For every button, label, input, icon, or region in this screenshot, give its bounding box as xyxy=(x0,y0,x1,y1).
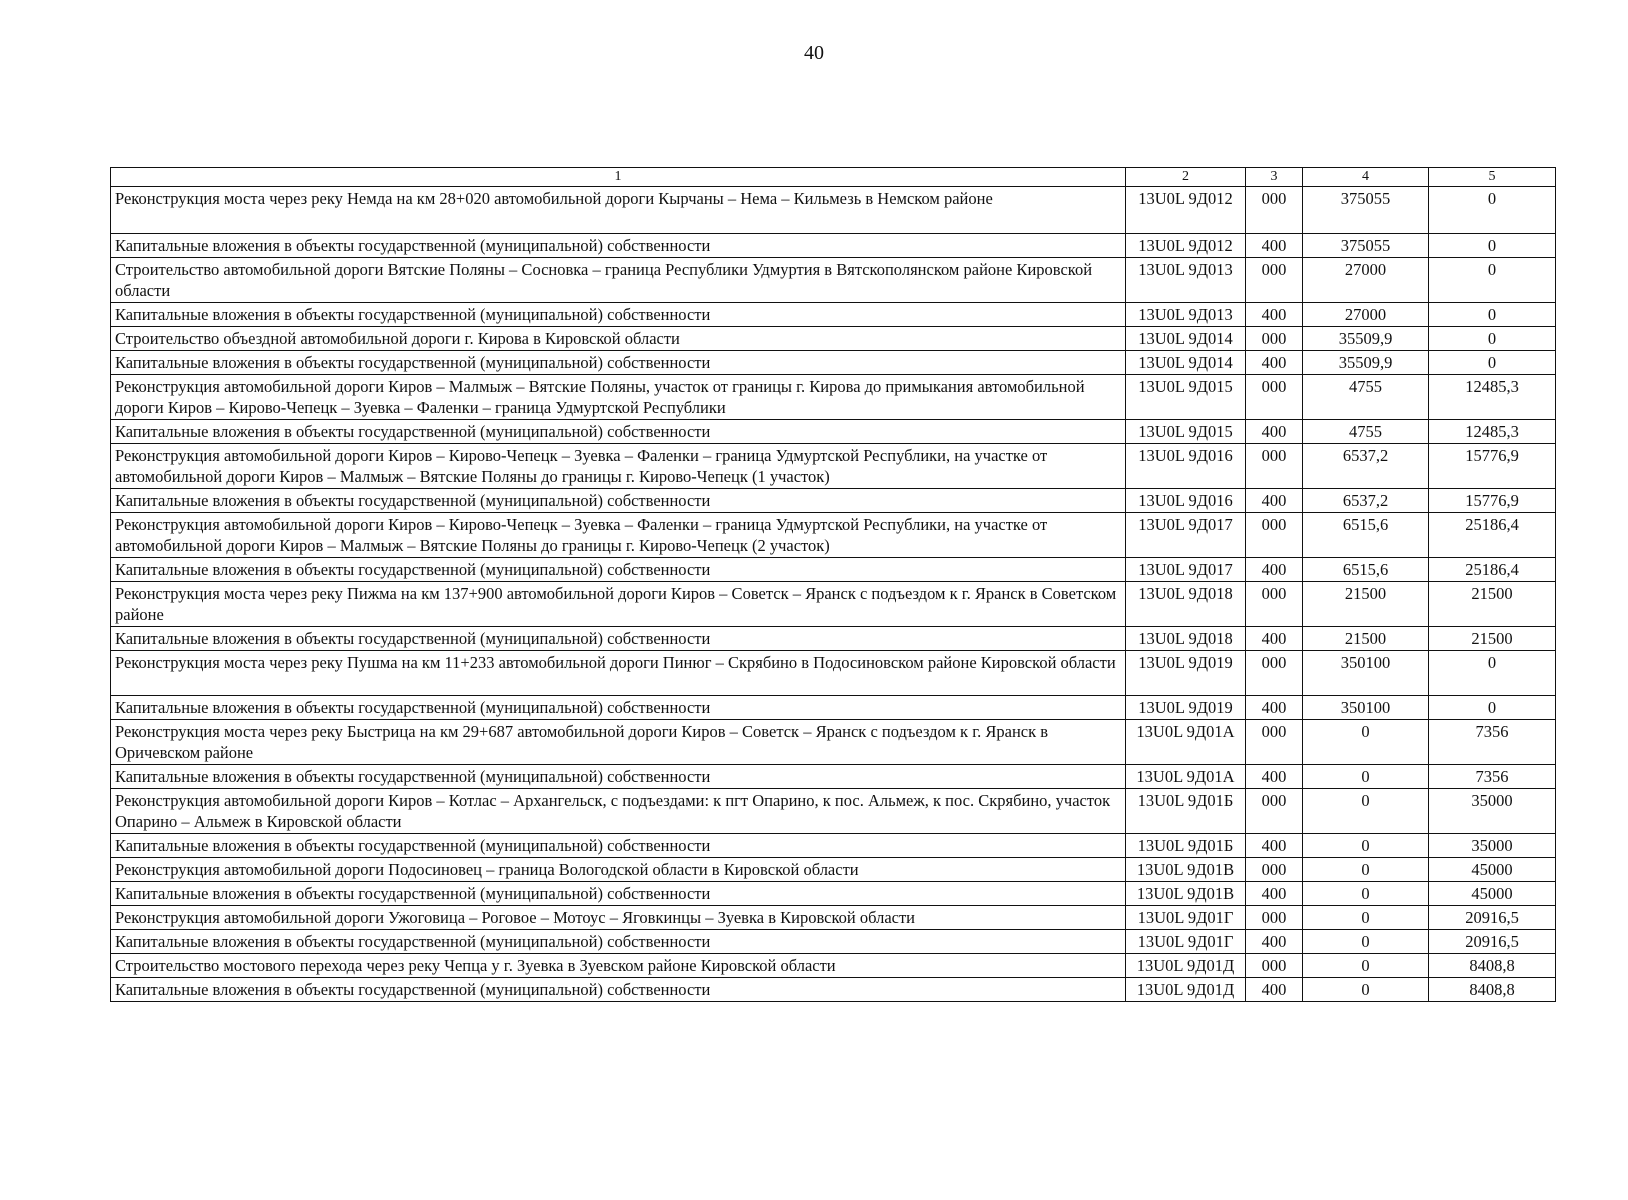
expense-type: 000 xyxy=(1246,858,1303,882)
amount-year-1: 350100 xyxy=(1303,696,1429,720)
item-code: 13U0L 9Д015 xyxy=(1126,420,1246,444)
expense-type: 400 xyxy=(1246,978,1303,1002)
budget-table xyxy=(110,167,1556,1002)
amount-year-1: 0 xyxy=(1303,765,1429,789)
item-name: Капитальные вложения в объекты государственной (муниципальной) собственности xyxy=(111,882,1126,906)
table-row xyxy=(111,696,1556,720)
table-row xyxy=(111,327,1556,351)
item-code: 13U0L 9Д01А xyxy=(1126,720,1246,765)
expense-type: 000 xyxy=(1246,789,1303,834)
expense-type: 400 xyxy=(1246,234,1303,258)
table-row xyxy=(111,954,1556,978)
item-code: 13U0L 9Д017 xyxy=(1126,513,1246,558)
expense-type: 000 xyxy=(1246,720,1303,765)
amount-year-2: 7356 xyxy=(1429,765,1556,789)
amount-year-1: 4755 xyxy=(1303,420,1429,444)
expense-type: 000 xyxy=(1246,258,1303,303)
amount-year-2: 0 xyxy=(1429,303,1556,327)
item-name: Строительство объездной автомобильной дороги г. Кирова в Кировской области xyxy=(111,327,1126,351)
item-code: 13U0L 9Д014 xyxy=(1126,351,1246,375)
item-name: Капитальные вложения в объекты государственной (муниципальной) собственности xyxy=(111,420,1126,444)
table-row xyxy=(111,651,1556,696)
amount-year-2: 25186,4 xyxy=(1429,513,1556,558)
expense-type: 000 xyxy=(1246,954,1303,978)
amount-year-1: 375055 xyxy=(1303,187,1429,234)
amount-year-1: 0 xyxy=(1303,882,1429,906)
item-name: Строительство автомобильной дороги Вятские Поляны – Сосновка – граница Республики Удмуртия в Вятскополянском районе Кировской области xyxy=(111,258,1126,303)
amount-year-2: 15776,9 xyxy=(1429,444,1556,489)
header-row xyxy=(111,168,1556,187)
item-code: 13U0L 9Д01В xyxy=(1126,858,1246,882)
table-row xyxy=(111,258,1556,303)
expense-type: 000 xyxy=(1246,187,1303,234)
amount-year-1: 4755 xyxy=(1303,375,1429,420)
amount-year-1: 27000 xyxy=(1303,258,1429,303)
item-code: 13U0L 9Д01Г xyxy=(1126,906,1246,930)
amount-year-1: 0 xyxy=(1303,906,1429,930)
expense-type: 400 xyxy=(1246,930,1303,954)
amount-year-1: 0 xyxy=(1303,789,1429,834)
expense-type: 000 xyxy=(1246,513,1303,558)
item-name: Капитальные вложения в объекты государственной (муниципальной) собственности xyxy=(111,351,1126,375)
expense-type: 400 xyxy=(1246,420,1303,444)
expense-type: 400 xyxy=(1246,627,1303,651)
table-row xyxy=(111,789,1556,834)
item-name: Реконструкция автомобильной дороги Киров – Малмыж – Вятские Поляны, участок от границы г. Кирова до примыкания автомобильной дороги Киров – Кирово-Чепецк – Зуевка – Фаленки – граница Удмуртской Республики xyxy=(111,375,1126,420)
expense-type: 000 xyxy=(1246,582,1303,627)
amount-year-1: 350100 xyxy=(1303,651,1429,696)
item-name: Капитальные вложения в объекты государственной (муниципальной) собственности xyxy=(111,930,1126,954)
amount-year-1: 35509,9 xyxy=(1303,327,1429,351)
item-code: 13U0L 9Д019 xyxy=(1126,696,1246,720)
amount-year-1: 6537,2 xyxy=(1303,489,1429,513)
amount-year-1: 27000 xyxy=(1303,303,1429,327)
amount-year-2: 0 xyxy=(1429,187,1556,234)
item-code: 13U0L 9Д01Г xyxy=(1126,930,1246,954)
table-row xyxy=(111,489,1556,513)
table-row xyxy=(111,303,1556,327)
amount-year-2: 12485,3 xyxy=(1429,420,1556,444)
amount-year-2: 0 xyxy=(1429,651,1556,696)
amount-year-2: 20916,5 xyxy=(1429,930,1556,954)
item-name: Капитальные вложения в объекты государственной (муниципальной) собственности xyxy=(111,765,1126,789)
item-code: 13U0L 9Д018 xyxy=(1126,582,1246,627)
item-name: Реконструкция моста через реку Пижма на км 137+900 автомобильной дороги Киров – Советск – Яранск с подъездом к г. Яранск в Советском районе xyxy=(111,582,1126,627)
amount-year-1: 0 xyxy=(1303,834,1429,858)
amount-year-1: 21500 xyxy=(1303,627,1429,651)
amount-year-2: 8408,8 xyxy=(1429,978,1556,1002)
item-name: Капитальные вложения в объекты государственной (муниципальной) собственности xyxy=(111,489,1126,513)
table-row xyxy=(111,558,1556,582)
item-code: 13U0L 9Д017 xyxy=(1126,558,1246,582)
expense-type: 400 xyxy=(1246,303,1303,327)
expense-type: 400 xyxy=(1246,834,1303,858)
expense-type: 400 xyxy=(1246,765,1303,789)
item-code: 13U0L 9Д016 xyxy=(1126,444,1246,489)
amount-year-1: 0 xyxy=(1303,930,1429,954)
table-row xyxy=(111,627,1556,651)
amount-year-2: 12485,3 xyxy=(1429,375,1556,420)
table-row xyxy=(111,187,1556,234)
item-code: 13U0L 9Д013 xyxy=(1126,258,1246,303)
expense-type: 000 xyxy=(1246,327,1303,351)
amount-year-1: 21500 xyxy=(1303,582,1429,627)
item-code: 13U0L 9Д015 xyxy=(1126,375,1246,420)
item-code: 13U0L 9Д01В xyxy=(1126,882,1246,906)
amount-year-1: 0 xyxy=(1303,858,1429,882)
item-code: 13U0L 9Д019 xyxy=(1126,651,1246,696)
item-name: Реконструкция автомобильной дороги Киров – Котлас – Архангельск, с подъездами: к пгт Опарино, к пос. Альмеж, к пос. Скрябино, участок Опарино – Альмеж в Кировской области xyxy=(111,789,1126,834)
amount-year-2: 35000 xyxy=(1429,789,1556,834)
table-row xyxy=(111,858,1556,882)
item-name: Капитальные вложения в объекты государственной (муниципальной) собственности xyxy=(111,234,1126,258)
expense-type: 400 xyxy=(1246,882,1303,906)
table-row xyxy=(111,351,1556,375)
amount-year-1: 0 xyxy=(1303,954,1429,978)
item-name: Реконструкция моста через реку Немда на км 28+020 автомобильной дороги Кырчаны – Нема – Кильмезь в Немском районе xyxy=(111,187,1126,234)
table-row xyxy=(111,234,1556,258)
expense-type: 000 xyxy=(1246,651,1303,696)
item-code: 13U0L 9Д01А xyxy=(1126,765,1246,789)
amount-year-1: 6515,6 xyxy=(1303,513,1429,558)
expense-type: 400 xyxy=(1246,696,1303,720)
item-name: Реконструкция моста через реку Быстрица на км 29+687 автомобильной дороги Киров – Советск – Яранск с подъездом к г. Яранск в Оричевском районе xyxy=(111,720,1126,765)
amount-year-2: 35000 xyxy=(1429,834,1556,858)
amount-year-2: 0 xyxy=(1429,351,1556,375)
amount-year-2: 15776,9 xyxy=(1429,489,1556,513)
expense-type: 000 xyxy=(1246,444,1303,489)
column-header: 4 xyxy=(1303,168,1429,187)
table-row xyxy=(111,720,1556,765)
item-code: 13U0L 9Д014 xyxy=(1126,327,1246,351)
table-body xyxy=(111,187,1556,1002)
item-name: Реконструкция автомобильной дороги Киров – Кирово-Чепецк – Зуевка – Фаленки – граница Удмуртской Республики, на участке от автомобильной дороги Киров – Малмыж – Вятские Поляны до границы г. Кирово-Чепецк (1 участок) xyxy=(111,444,1126,489)
item-name: Реконструкция автомобильной дороги Подосиновец – граница Вологодской области в Кировской области xyxy=(111,858,1126,882)
item-code: 13U0L 9Д018 xyxy=(1126,627,1246,651)
expense-type: 000 xyxy=(1246,375,1303,420)
item-code: 13U0L 9Д012 xyxy=(1126,187,1246,234)
item-name: Капитальные вложения в объекты государственной (муниципальной) собственности xyxy=(111,303,1126,327)
amount-year-2: 20916,5 xyxy=(1429,906,1556,930)
table-row xyxy=(111,978,1556,1002)
amount-year-1: 6515,6 xyxy=(1303,558,1429,582)
amount-year-2: 8408,8 xyxy=(1429,954,1556,978)
item-name: Капитальные вложения в объекты государственной (муниципальной) собственности xyxy=(111,558,1126,582)
item-code: 13U0L 9Д01Д xyxy=(1126,954,1246,978)
table-row xyxy=(111,375,1556,420)
item-code: 13U0L 9Д01Б xyxy=(1126,834,1246,858)
page-number: 40 xyxy=(804,42,824,64)
item-name: Капитальные вложения в объекты государственной (муниципальной) собственности xyxy=(111,627,1126,651)
item-name: Реконструкция моста через реку Пушма на км 11+233 автомобильной дороги Пинюг – Скрябино в Подосиновском районе Кировской области xyxy=(111,651,1126,696)
table-row xyxy=(111,513,1556,558)
item-name: Реконструкция автомобильной дороги Ужоговица – Роговое – Мотоус – Яговкинцы – Зуевка в Кировской области xyxy=(111,906,1126,930)
item-name: Реконструкция автомобильной дороги Киров – Кирово-Чепецк – Зуевка – Фаленки – граница Удмуртской Республики, на участке от автомобильной дороги Киров – Малмыж – Вятские Поляны до границы г. Кирово-Чепецк (2 участок) xyxy=(111,513,1126,558)
table-row xyxy=(111,834,1556,858)
column-header: 5 xyxy=(1429,168,1556,187)
amount-year-2: 45000 xyxy=(1429,882,1556,906)
amount-year-1: 375055 xyxy=(1303,234,1429,258)
amount-year-2: 21500 xyxy=(1429,582,1556,627)
table-row xyxy=(111,765,1556,789)
table-row xyxy=(111,882,1556,906)
table-row xyxy=(111,906,1556,930)
item-name: Капитальные вложения в объекты государственной (муниципальной) собственности xyxy=(111,696,1126,720)
amount-year-1: 0 xyxy=(1303,978,1429,1002)
item-name: Капитальные вложения в объекты государственной (муниципальной) собственности xyxy=(111,978,1126,1002)
table-row xyxy=(111,420,1556,444)
item-code: 13U0L 9Д013 xyxy=(1126,303,1246,327)
table-row xyxy=(111,930,1556,954)
item-code: 13U0L 9Д016 xyxy=(1126,489,1246,513)
table-row xyxy=(111,582,1556,627)
amount-year-2: 0 xyxy=(1429,234,1556,258)
column-header: 1 xyxy=(111,168,1126,187)
item-code: 13U0L 9Д01Б xyxy=(1126,789,1246,834)
item-name: Строительство мостового перехода через реку Чепца у г. Зуевка в Зуевском районе Кировской области xyxy=(111,954,1126,978)
amount-year-2: 25186,4 xyxy=(1429,558,1556,582)
amount-year-2: 7356 xyxy=(1429,720,1556,765)
amount-year-1: 6537,2 xyxy=(1303,444,1429,489)
expense-type: 400 xyxy=(1246,351,1303,375)
amount-year-2: 21500 xyxy=(1429,627,1556,651)
amount-year-2: 0 xyxy=(1429,696,1556,720)
expense-type: 000 xyxy=(1246,906,1303,930)
amount-year-1: 0 xyxy=(1303,720,1429,765)
table-row xyxy=(111,444,1556,489)
column-header: 2 xyxy=(1126,168,1246,187)
column-header: 3 xyxy=(1246,168,1303,187)
amount-year-2: 45000 xyxy=(1429,858,1556,882)
item-name: Капитальные вложения в объекты государственной (муниципальной) собственности xyxy=(111,834,1126,858)
item-code: 13U0L 9Д012 xyxy=(1126,234,1246,258)
expense-type: 400 xyxy=(1246,489,1303,513)
amount-year-2: 0 xyxy=(1429,258,1556,303)
amount-year-1: 35509,9 xyxy=(1303,351,1429,375)
expense-type: 400 xyxy=(1246,558,1303,582)
amount-year-2: 0 xyxy=(1429,327,1556,351)
item-code: 13U0L 9Д01Д xyxy=(1126,978,1246,1002)
